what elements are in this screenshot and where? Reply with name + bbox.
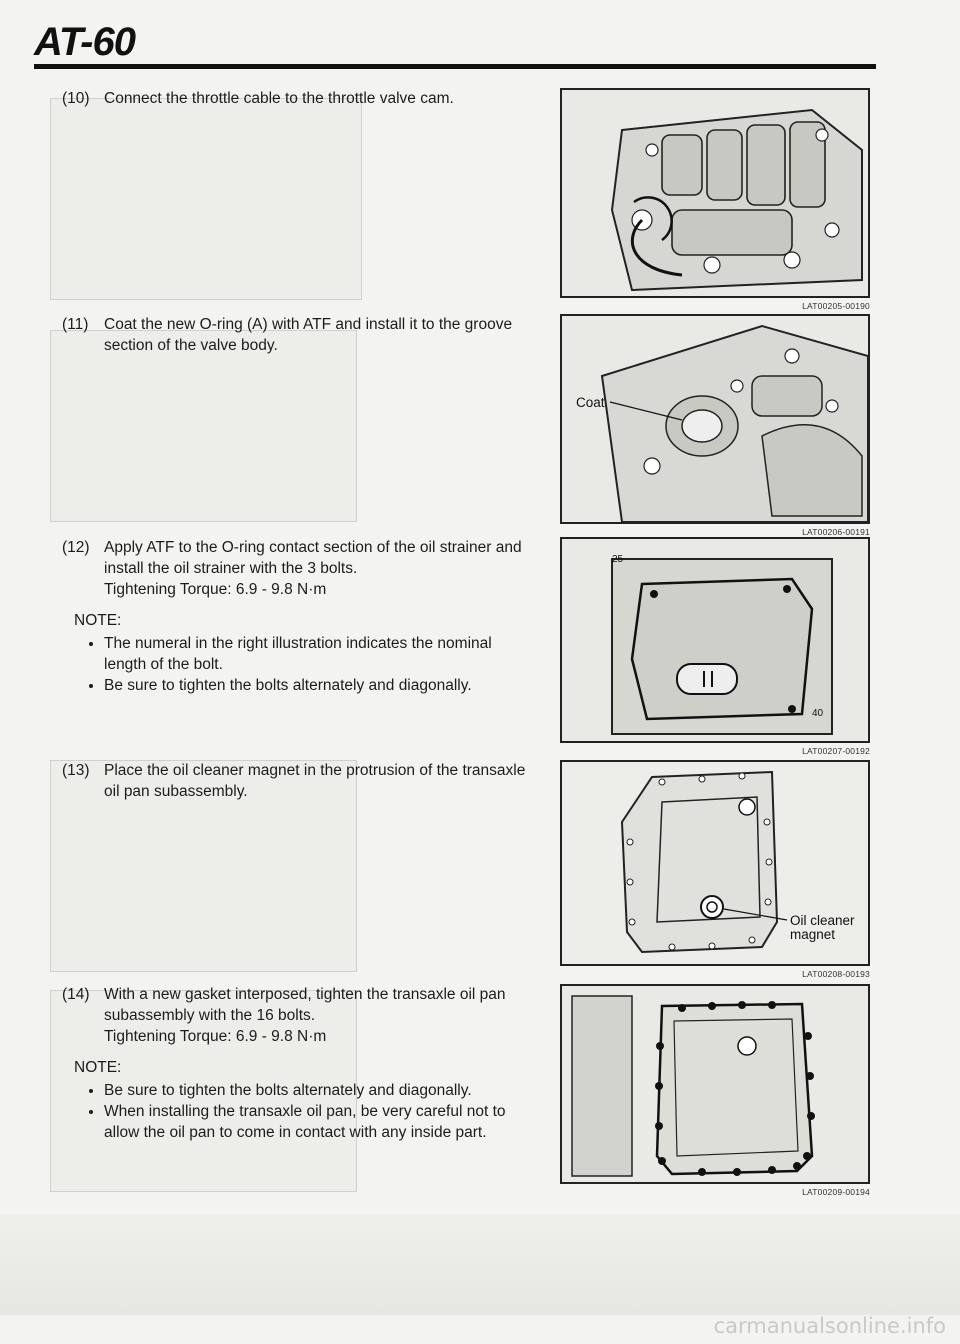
tightening-torque: Tightening Torque: 6.9 - 9.8 N·m [104, 581, 327, 598]
figure-frame [560, 760, 870, 966]
bolt-length-label: 40 [812, 708, 824, 719]
figure-code: LAT00208-00193 [802, 969, 870, 979]
note-item: • Be sure to tighten the bolts alternately and diagonally. [104, 1080, 532, 1101]
step-14 [62, 984, 532, 1143]
note-block [62, 1057, 532, 1143]
step-text: With a new gasket interposed, tighten the transaxle oil pan subassembly with the 16 bolts. [104, 986, 506, 1024]
note-block [62, 610, 532, 696]
tightening-torque: Tightening Torque: 6.9 - 9.8 N·m [104, 1028, 327, 1045]
watermark: carmanualsonline.info [713, 1314, 946, 1338]
footer-band [0, 1215, 960, 1315]
coat-callout: Coat [576, 395, 605, 410]
figure-frame [560, 537, 870, 743]
oil-pan-bolts-illustration [562, 986, 868, 1182]
bleed-through-panel [50, 330, 357, 522]
step-number: (11) [62, 316, 89, 333]
figure-frame [560, 314, 870, 524]
bolt-length-label: 25 [612, 554, 624, 565]
note-item: • Be sure to tighten the bolts alternately and diagonally. [104, 675, 532, 696]
figure-oil-cleaner-magnet [560, 760, 870, 979]
page-header [34, 22, 135, 62]
figure-code: LAT00207-00192 [802, 746, 870, 756]
step-number: (13) [62, 762, 90, 779]
note-item: • When installing the transaxle oil pan, be very careful not to allow the oil pan to come in contact with any inside part. [104, 1101, 532, 1143]
valve-body-illustration [562, 316, 868, 522]
step-text: Coat the new O-ring (A) with ATF and install it to the groove section of the valve body. [104, 316, 513, 354]
figure-code: LAT00209-00194 [802, 1187, 870, 1197]
figure-oil-strainer [560, 537, 870, 756]
step-number: (10) [62, 90, 90, 107]
oil-cleaner-magnet-callout: Oil cleaner magnet [790, 913, 855, 942]
step-text: Apply ATF to the O-ring contact section of the oil strainer and install the oil strainer with the 3 bolts. [104, 539, 522, 577]
note-label: NOTE: [74, 612, 122, 629]
note-label: NOTE: [74, 1059, 122, 1076]
note-item: • The numeral in the right illustration indicates the nominal length of the bolt. [104, 633, 532, 675]
step-10 [62, 88, 532, 109]
step-number: (12) [62, 539, 90, 556]
page-title: AT-60 [34, 20, 135, 64]
step-11 [62, 314, 532, 356]
figure-frame [560, 984, 870, 1184]
figure-code: LAT00206-00191 [802, 527, 870, 537]
step-13 [62, 760, 532, 802]
figure-code: LAT00205-00190 [802, 301, 870, 311]
step-12 [62, 537, 532, 696]
step-text: Place the oil cleaner magnet in the protrusion of the transaxle oil pan subassembly. [104, 762, 526, 800]
figure-o-ring [560, 314, 870, 537]
figure-throttle-valve-cam [560, 88, 870, 311]
valve-body-illustration [562, 90, 868, 296]
figure-oil-pan-bolts [560, 984, 870, 1197]
header-rule [34, 64, 876, 69]
step-number: (14) [62, 986, 90, 1003]
step-text: Connect the throttle cable to the throttle valve cam. [104, 90, 454, 107]
bleed-through-panel [50, 98, 362, 300]
figure-frame [560, 88, 870, 298]
